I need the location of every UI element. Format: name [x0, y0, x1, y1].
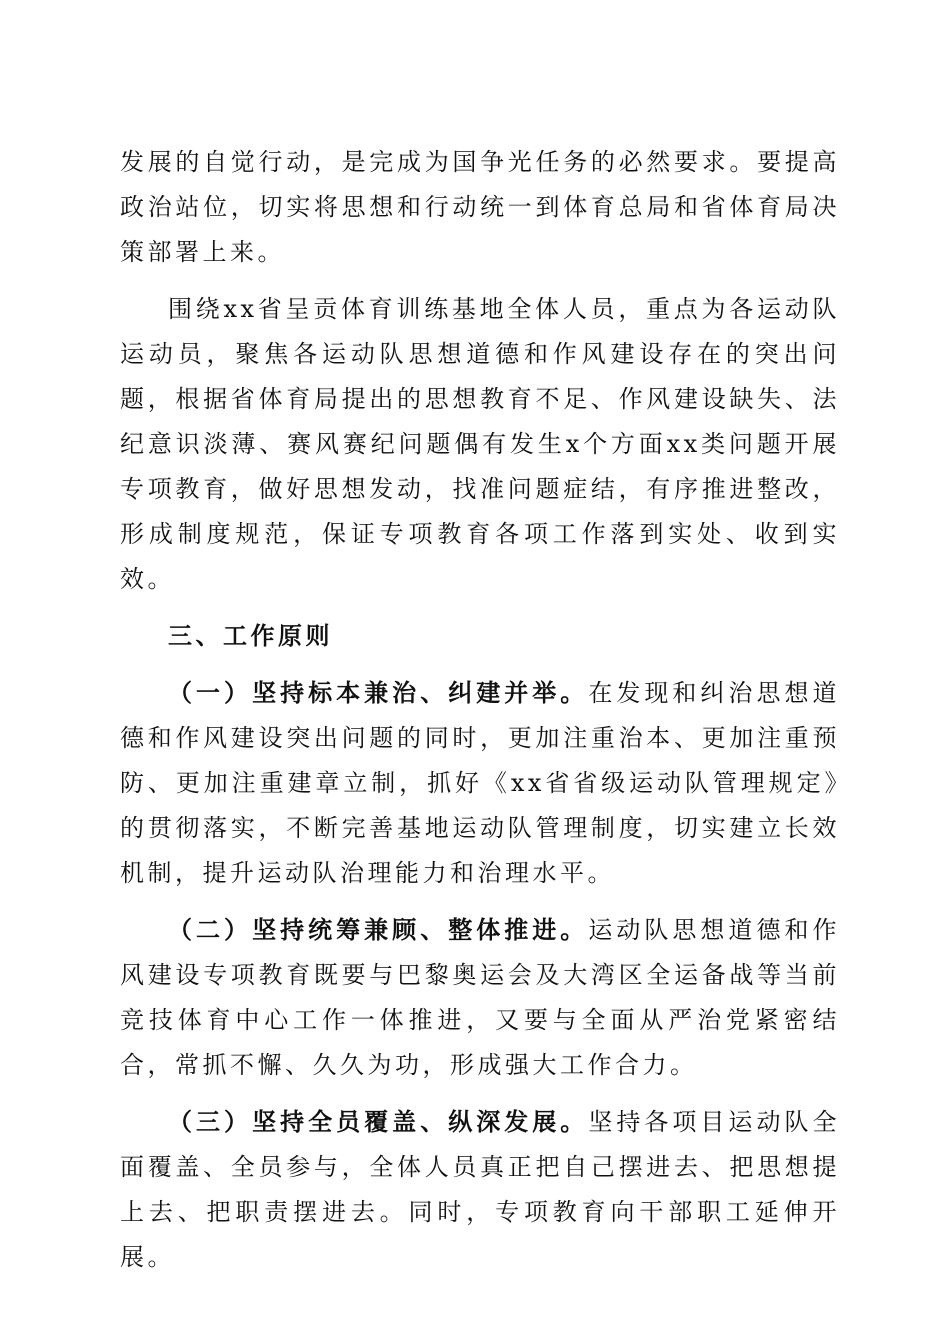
section-heading-work-principles: 三、工作原则	[168, 622, 333, 650]
document-body	[120, 140, 840, 1280]
principle-3-body: 坚持各项目运动队全面覆盖、全员参与，全体人员真正把自己摆进去、把思想提上去、把职责摆进去。同时，专项教育向干部职工延伸开展。	[120, 1108, 841, 1271]
principle-1-lead: （一）坚持标本兼治、纠建并举。	[168, 679, 589, 707]
principle-2-lead: （二）坚持统筹兼顾、整体推进。	[168, 916, 589, 944]
paragraph-scope: 围绕xx省呈贡体育训练基地全体人员，重点为各运动队运动员，聚焦各运动队思想道德和作风建设存在的突出问题，根据省体育局提出的思想教育不足、作风建设缺失、法纪意识淡薄、赛风赛纪问题偶有发生x个方面xx类问题开展专项教育，做好思想发动，找准问题症结，有序推进整改，形成制度规范，保证专项教育各项工作落到实处、收到实效。	[120, 295, 840, 593]
paragraph-gap	[120, 896, 840, 908]
paragraph-gap	[120, 275, 840, 287]
paragraph-intro-continued: 发展的自觉行动，是完成为国争光任务的必然要求。要提高政治站位，切实将思想和行动统一到体育总局和省体育局决策部署上来。	[120, 148, 840, 266]
principle-1-body: 在发现和纠治思想道德和作风建设突出问题的同时，更加注重治本、更加注重预防、更加注重建章立制，抓好《xx省省级运动队管理规定》的贯彻落实，不断完善基地运动队管理制度，切实建立长效机制，提升运动队治理能力和治理水平。	[120, 679, 841, 887]
principle-2	[120, 908, 840, 1088]
principle-3	[120, 1100, 840, 1280]
paragraph-gap	[120, 659, 840, 671]
principle-3-lead: （三）坚持全员覆盖、纵深发展。	[168, 1108, 589, 1136]
principle-2-body: 运动队思想道德和作风建设专项教育既要与巴黎奥运会及大湾区全运备战等当前竞技体育中心工作一体推进，又要与全面从严治党紧密结合，常抓不懈、久久为功，形成强大工作合力。	[120, 916, 841, 1079]
paragraph-gap	[120, 602, 840, 614]
principle-1	[120, 671, 840, 896]
paragraph-gap	[120, 1088, 840, 1100]
